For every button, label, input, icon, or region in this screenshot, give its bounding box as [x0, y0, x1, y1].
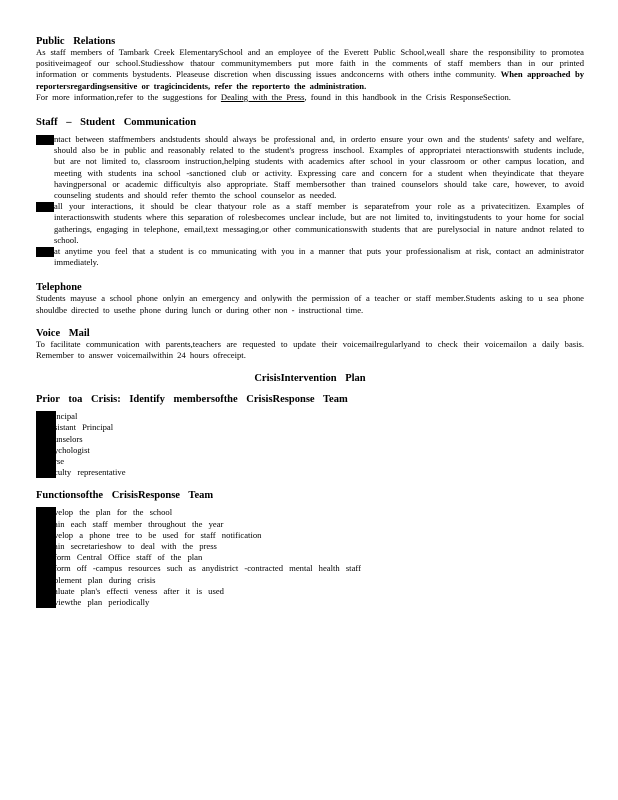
list-item: incipal: [54, 411, 78, 422]
staff-student-bullet-2: [36, 201, 584, 246]
list-item: viewthe plan periodically: [54, 596, 150, 607]
press-reference-post: , found in this handbook in the Crisis ResponseSection.: [304, 91, 511, 102]
redaction-mark: [36, 135, 54, 145]
public-relations-paragraph: [36, 47, 584, 92]
list-item: aluate plan's effecti veness after it is used: [54, 585, 224, 596]
redaction-mark: [36, 247, 54, 257]
telephone-paragraph: Students mayuse a school phone onlyin an emergency and onlywith the permission of a teacher or staff member.Students asking to u sea phone shouldbe directed to usethe phone during lunch or during other non - instructional time.: [36, 293, 584, 315]
list-item: sistant Principal: [54, 422, 114, 433]
voice-mail-paragraph: To facilitate communication with parents,teachers are requested to update their voicemailregularlyand to check their voicemailon a daily basis. Remember to answer voicemailwithin 24 hours ofreceipt.: [36, 338, 584, 361]
list-item: rse: [54, 456, 65, 467]
public-relations-text: As staff members of Tambark Creek ElementarySchool and an employee of the Everett Public School,weall share the responsibility to promotea positiveimageof our school.Studiesshow thatour communitymembers put more faith in the comments of staff members than in our printed information or comments bystudents. Pleaseuse discretion when discussing issues andconcerns with others inthe community.: [36, 47, 584, 80]
prior-to-crisis-heading: Prior toa Crisis: Identify membersofthe CrisisResponse Team: [36, 394, 348, 406]
list-item: ain secretarieshow to deal with the press: [54, 540, 217, 551]
press-reference-paragraph: [36, 92, 584, 103]
list-item: ain each staff member throughout the year: [54, 518, 224, 529]
press-reference-pre: For more information,refer to the suggestions for: [36, 91, 221, 102]
crisis-team-functions-list: [36, 507, 584, 608]
document-page: [36, 36, 584, 608]
public-relations-bold-text: When approached by reportersregardingsensitive or tragicincidents, refer the reporterto the administration.: [36, 69, 585, 91]
voice-mail-heading: Voice Mail: [36, 327, 90, 339]
list-item: form Central Office staff of the plan: [54, 552, 203, 563]
functions-heading: Functionsofthe CrisisResponse Team: [36, 490, 214, 502]
redaction-mark: [36, 202, 54, 212]
list-item: form off -campus resources such as anydistrict -contracted mental health staff: [54, 563, 361, 574]
list-item: velop a phone tree to be used for staff notification: [54, 529, 262, 540]
crisis-team-members-list: [36, 411, 584, 478]
crisis-plan-title: CrisisIntervention Plan: [254, 373, 366, 385]
list-item: ychologist: [54, 444, 90, 455]
telephone-heading: Telephone: [36, 282, 82, 294]
staff-student-bullet-1: [36, 134, 584, 201]
list-item: velop the plan for the school: [54, 507, 173, 518]
staff-student-bullet-3: [36, 246, 584, 268]
public-relations-heading: Public Relations: [36, 36, 116, 47]
list-item: unselors: [54, 433, 83, 444]
staff-student-text-3: at anytime you feel that a student is co mmunicating with you in a manner that puts your professionalism at risk, contact an administrator immediately.: [54, 246, 584, 268]
dealing-with-press-link[interactable]: Dealing with the Press: [220, 91, 305, 102]
staff-student-text-1: ntact between staffmembers andstudents should always be professional and, in orderto ensure your own and the students' safety and welfare, should also be in public and reasonably related to the student's progress inschool. Examples of appropriatei nteractionswith students include, but are not limited to, classroom instruction,helping students with academics after school in your classroom or other campus location, and meeting with students ina school -sanctioned club or activity. Expressing care and concern for a student when theyindicate that theyare havingpersonal or academic difficultyis also appropriate. Staff membersother than trained counselors should take care, however, to avoid counseling students and should refer themto the school counselor as needed.: [54, 134, 584, 201]
list-item: culty representative: [54, 467, 126, 478]
staff-student-heading: Staff – Student Communication: [36, 117, 197, 129]
list-item: plement plan during crisis: [54, 574, 156, 585]
staff-student-text-2: all your interactions, it should be clear thatyour role as a staff member is separatefrom your role as a privatecitizen. Examples of interactionswith students where this separation of rolesbecomes unclear include, but are not limited to, invitingstudents to your home for social gatherings, engaging in telephone, email,text messaging,or other communicationswith students that are purelysocial in nature andnot related to school.: [54, 201, 584, 245]
